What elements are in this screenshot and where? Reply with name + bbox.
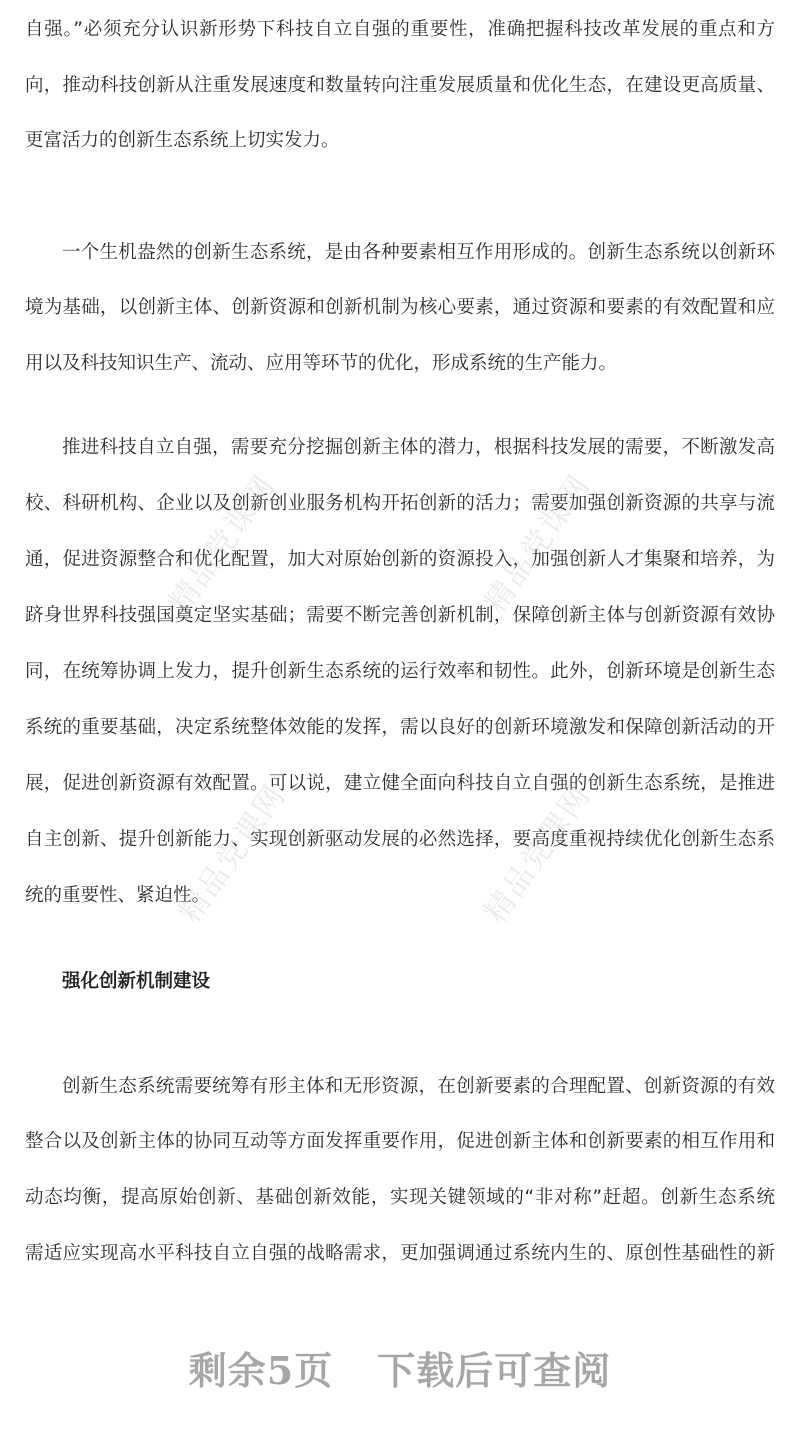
paragraph-4-line-4: 需适应实现高水平科技自立自强的战略需求，更加强调通过系统内生的、原创性基础性的新	[25, 1243, 775, 1264]
paragraph-4-line-2: 整合以及创新主体的协同互动等方面发挥重要作用，促进创新主体和创新要素的相互作用和	[25, 1131, 775, 1152]
paragraph-1-line-3: 更富活力的创新生态系统上切实发力。	[25, 130, 340, 151]
watermark: 精品党课网	[477, 468, 599, 620]
paragraph-4-line-3: 动态均衡，提高原始创新、基础创新效能，实现关键领域的“非对称”赶超。创新生态系统	[25, 1187, 775, 1208]
watermark: 精品党课网	[477, 778, 599, 930]
section-heading: 强化创新机制建设	[62, 971, 211, 992]
paragraph-3-line-9: 统的重要性、紧迫性。	[25, 885, 211, 906]
paragraph-2-line-1: 一个生机盎然的创新生态系统，是由各种要素相互作用形成的。创新生态系统以创新环	[62, 242, 775, 263]
paragraph-3-line-2: 校、科研机构、企业以及创新创业服务机构开拓创新的活力；需要加强创新资源的共享与流	[25, 493, 775, 514]
paragraph-3-line-3: 通，促进资源整合和优化配置，加大对原始创新的资源投入，加强创新人才集聚和培养，为	[25, 549, 775, 570]
paragraph-1-line-1: 自强。”必须充分认识新形势下科技自立自强的重要性，准确把握科技改革发展的重点和方	[25, 19, 775, 40]
paragraph-2-line-2: 境为基础，以创新主体、创新资源和创新机制为核心要素，通过资源和要素的有效配置和应	[25, 297, 775, 318]
download-to-view-label: 下载后可查阅	[377, 1348, 612, 1393]
paragraph-1-line-2: 向，推动科技创新从注重发展速度和数量转向注重发展质量和优化生态，在建设更高质量、	[25, 75, 775, 96]
download-prompt[interactable]	[0, 1340, 800, 1395]
watermark: 精品党课网	[162, 468, 284, 620]
paragraph-3-line-6: 系统的重要基础，决定系统整体效能的发挥，需以良好的创新环境激发和保障创新活动的开	[25, 717, 775, 738]
paragraph-3-line-8: 自主创新、提升创新能力、实现创新驱动发展的必然选择，要高度重视持续优化创新生态系	[25, 829, 775, 850]
remaining-pages-label: 剩余5页	[188, 1348, 334, 1393]
paragraph-3-line-4: 跻身世界科技强国奠定坚实基础；需要不断完善创新机制，保障创新主体与创新资源有效协	[25, 605, 775, 626]
paragraph-4-line-1: 创新生态系统需要统筹有形主体和无形资源，在创新要素的合理配置、创新资源的有效	[62, 1076, 775, 1097]
paragraph-3-line-5: 同，在统筹协调上发力，提升创新生态系统的运行效率和韧性。此外，创新环境是创新生态	[25, 661, 775, 682]
paragraph-3-line-7: 展，促进创新资源有效配置。可以说，建立健全面向科技自立自强的创新生态系统，是推进	[25, 773, 775, 794]
paragraph-2-line-3: 用以及科技知识生产、流动、应用等环节的优化，形成系统的生产能力。	[25, 353, 618, 374]
watermark: 精品党课网	[172, 778, 294, 930]
paragraph-3-line-1: 推进科技自立自强，需要充分挖掘创新主体的潜力，根据科技发展的需要，不断激发高	[62, 437, 775, 458]
